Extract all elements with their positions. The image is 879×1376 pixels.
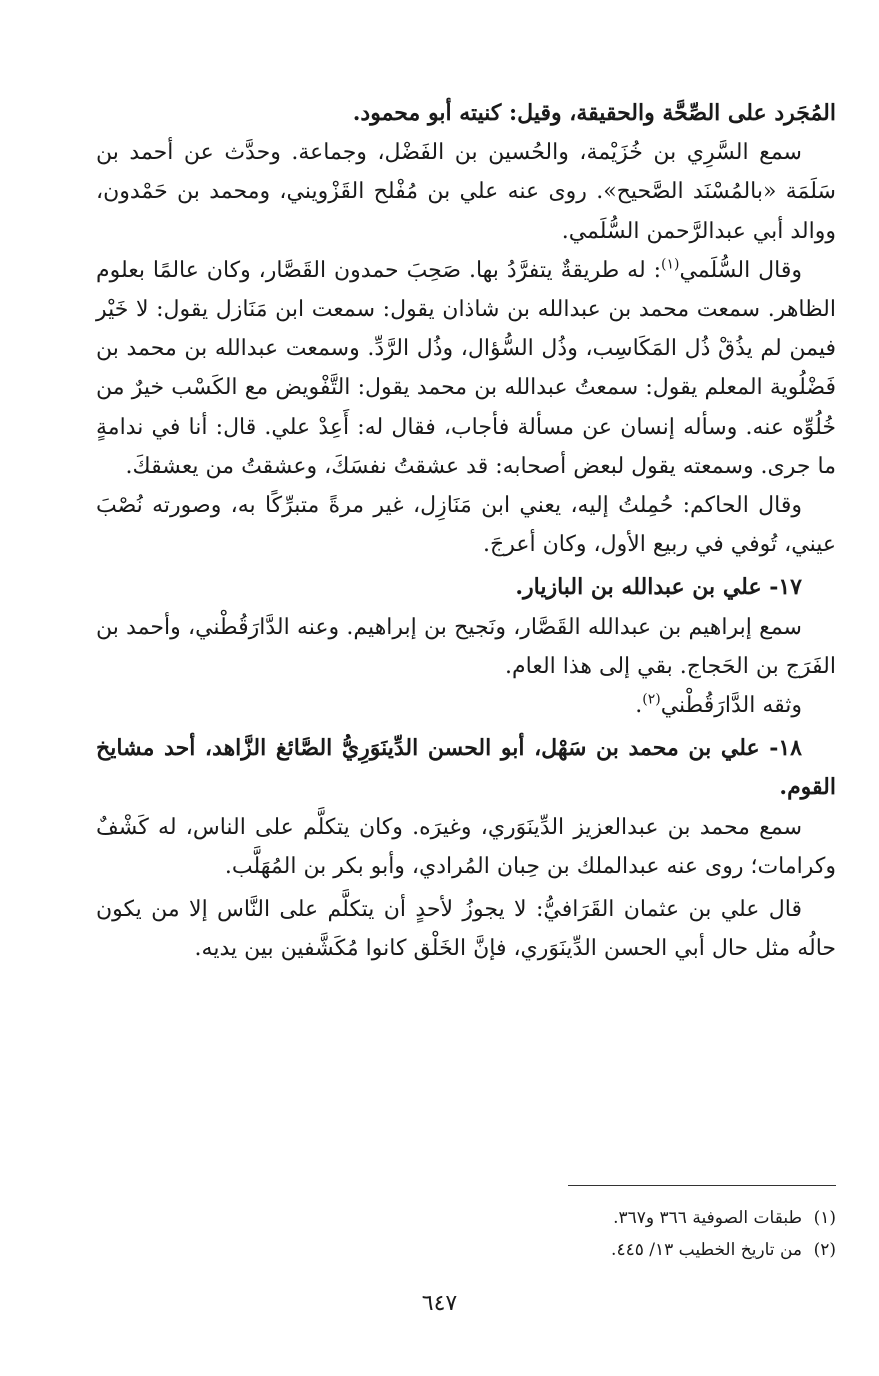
paragraph: وقال الحاكم: حُمِلتُ إليه، يعني ابن مَنَازِل، غير مرةً متبرِّكًا به، وصورته نُصْبَ عيني، تُوفي في ربيع الأول، وكان أعرجَ. [96,493,836,558]
footnote-number: (٢) [813,1240,836,1260]
footnote-text: طبقات الصوفية ٣٦٦ و٣٦٧. [613,1208,802,1228]
page-body [96,94,836,968]
footnote-number: (١) [813,1208,836,1228]
paragraph: قال علي بن عثمان القَرَافيُّ: لا يجوزُ لأحدٍ أن يتكلَّم على النَّاس إلا من يكون حالُه مثل حال أبي الحسن الدِّينَوَري، فإنَّ الخَلْق كانوا مُكَشَّفين بين يديه. [96,897,836,962]
paragraph [96,251,836,486]
footnote-list [96,1185,836,1266]
paragraph-text: : له طريقةٌ يتفرَّدُ بها. صَحِبَ حمدون القَصَّار، وكان عالمًا بعلوم الظاهر. سمعت محمد بن عبدالله بن شاذان يقول: سمعت ابن مَنَازل يقول: لا خَيْر فيمن لم يذُقْ ذُل المَكَاسِب، وذُل السُّؤال، وذُل الرَّدِّ. وسمعت عبدالله بن محمد بن فَضْلُوية المعلم يقول: سمعتُ عبدالله بن محمد يقول: التَّفْويض مع الكَسْب خيرٌ من خُلُوِّه عنه. وسأله إنسان عن مسألة فأجاب، فقال له: أَعِدْ علي. قال: أنا في ندامةٍ ما جرى. وسمعته يقول لبعض أصحابه: قد عشقتُ نفسَكَ، وعشقتُ من يعشقكَ. [96,257,837,479]
entry-heading-18: ١٨- علي بن محمد بن سَهْل، أبو الحسن الدِّينَوَرِيُّ الصَّائغ الزَّاهد، أحد مشايخ القوم. [96,735,836,801]
footnotes [96,1185,836,1266]
paragraph: سمع محمد بن عبدالعزيز الدِّينَوَري، وغيرَه. وكان يتكلَّم على الناس، له كَشْفٌ وكرامات؛ روى عنه عبدالملك بن حِبان المُرادي، وأبو بكر بن المُهَلَّب. [96,814,836,879]
paragraph [96,686,836,725]
footnote [96,1234,836,1266]
entry-heading-17: ١٧- علي بن عبدالله بن البازيار. [515,574,802,601]
paragraph: سمع السَّرِي بن خُزَيْمة، والحُسين بن الفَضْل، وجماعة. وحدَّث عن أحمد بن سَلَمَة «بالمُسْنَد الصَّحيح». روى عنه علي بن مُفْلح القَزْويني، ومحمد بن حَمْدون، ووالد أبي عبدالرَّحمن السُّلَمي. [96,140,836,244]
footnote [96,1202,836,1234]
paragraph-text: وثقه الدَّارَقُطْني [660,693,802,719]
footnote-divider [568,1185,836,1186]
footnote-reference: (٢) [642,691,661,708]
paragraph-text: وقال السُّلَمي [679,257,802,283]
paragraph-text: . [635,693,643,719]
page-number: ٦٤٧ [421,1291,458,1316]
footnote-reference: (١) [661,256,680,273]
paragraph: سمع إبراهيم بن عبدالله القَصَّار، ونَجيح بن إبراهيم. وعنه الدَّارَقُطْني، وأحمد بن الفَرَج بن الحَجاج. بقي إلى هذا العام. [96,614,836,679]
entry-continuation: المُجَرد على الصِّحَّة والحقيقة، وقيل: كنيته أبو محمود. [352,100,836,126]
footnote-text: من تاريخ الخطيب ١٣/ ٤٤٥. [611,1240,802,1260]
